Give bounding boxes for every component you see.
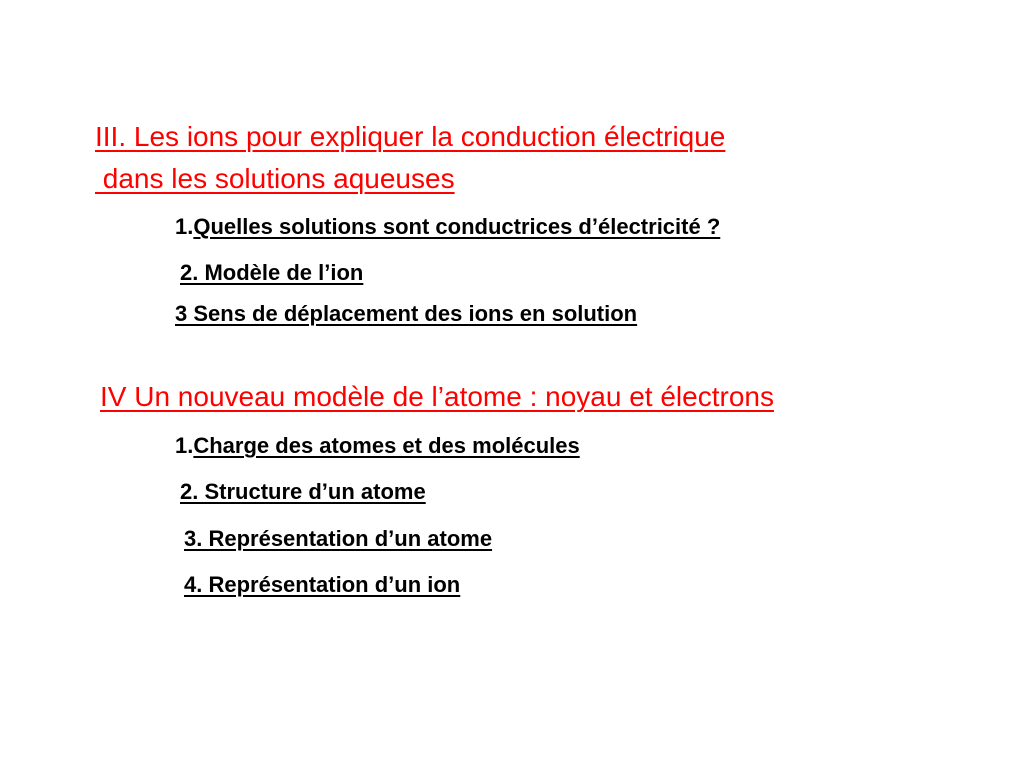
section-3-title-line-2: dans les solutions aqueuses xyxy=(95,163,455,194)
section-4-item-3-text: 3. Représentation d’un atome xyxy=(184,526,493,551)
section-3-title-line-1: III. Les ions pour expliquer la conduction électrique xyxy=(95,121,726,152)
section-4-item-4 xyxy=(184,571,460,599)
section-3-item-1 xyxy=(175,213,720,241)
section-3-item-3-text: 3 Sens de déplacement des ions en solution xyxy=(175,301,638,326)
section-4-title xyxy=(100,378,774,416)
section-4-item-1 xyxy=(175,432,580,460)
section-3-item-2-text: 2. Modèle de l’ion xyxy=(180,260,364,285)
section-4-item-4-text: 4. Représentation d’un ion xyxy=(184,572,461,597)
section-4-item-2 xyxy=(180,478,426,506)
section-3-item-3 xyxy=(175,300,637,328)
section-3-title-continued xyxy=(95,160,455,198)
section-4-title-text: IV Un nouveau modèle de l’atome : noyau et électrons xyxy=(100,381,774,412)
section-4-item-1-text: Charge des atomes et des molécules xyxy=(193,433,580,458)
section-3-item-2 xyxy=(180,259,363,287)
section-4-item-1-prefix: 1. xyxy=(175,433,194,458)
section-4-item-3 xyxy=(184,525,492,553)
section-4-item-2-text: 2. Structure d’un atome xyxy=(180,479,426,504)
section-3-item-1-prefix: 1. xyxy=(175,214,194,239)
section-3-title xyxy=(95,118,725,156)
section-3-item-1-text: Quelles solutions sont conductrices d’électricité ? xyxy=(193,214,721,239)
